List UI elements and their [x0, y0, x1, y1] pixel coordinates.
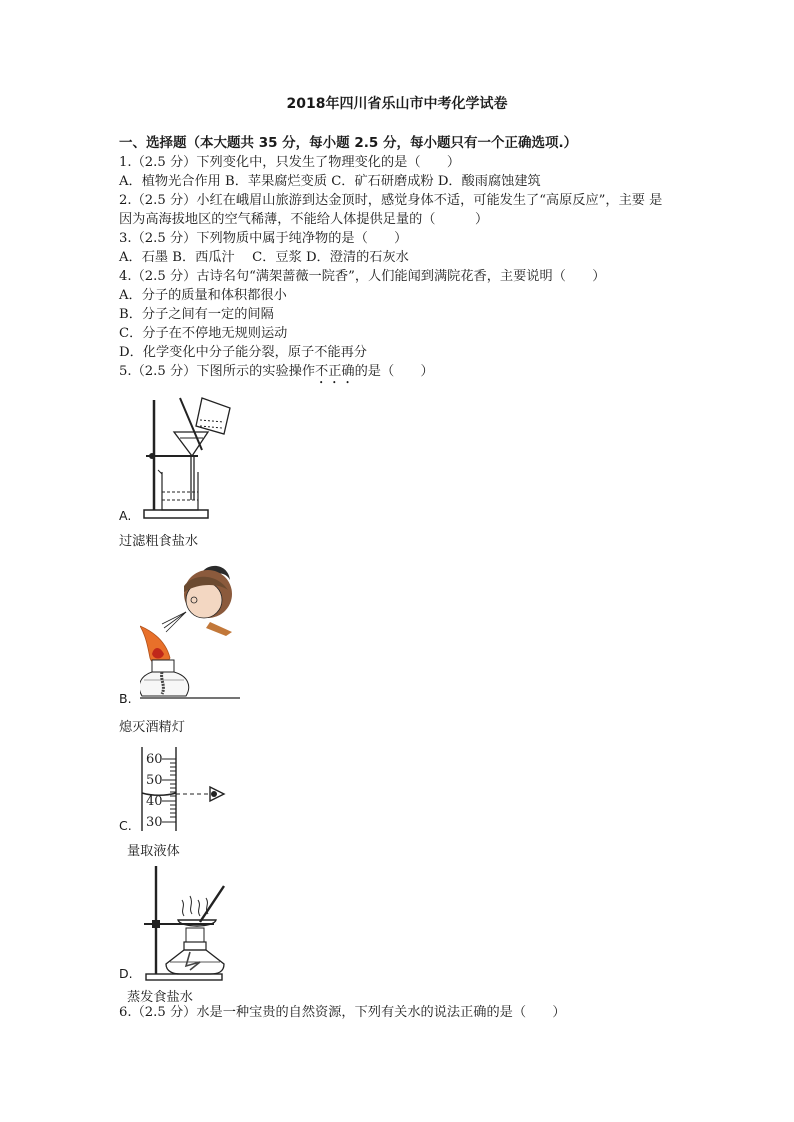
question-stem: （2.5 分）水是一种宝贵的自然资源，下列有关水的说法正确的是（ ）	[131, 1005, 566, 1020]
question-1-options: A．植物光合作用 B．苹果腐烂变质 C．矿石研磨成粉 D．酸雨腐蚀建筑	[119, 174, 541, 189]
filtration-apparatus-icon	[140, 392, 250, 522]
graduated-cylinder-icon	[140, 747, 240, 833]
emphasis-text: 不正确	[315, 364, 355, 379]
page-title: 2018年四川省乐山市中考化学试卷	[286, 96, 508, 112]
question-stem: （2.5 分）古诗名句“满架蔷薇一院香”，人们能闻到满院花香，主要说明（ ）	[131, 269, 606, 284]
question-stem: （2.5 分）下图所示的实验操作	[131, 364, 316, 379]
question-stem: （2.5 分）下列物质中属于纯净物的是（ ）	[131, 231, 408, 246]
figure-d-caption: 蒸发食盐水	[127, 990, 193, 1005]
figure-c-caption: 量取液体	[127, 844, 180, 859]
question-3	[119, 229, 407, 248]
section-heading: 一、选择题（本大题共 35 分，每小题 2.5 分，每小题只有一个正确选项.）	[119, 135, 578, 151]
question-4-option-a: A．分子的质量和体积都很小	[119, 288, 287, 303]
figure-d-label: D.	[119, 966, 133, 981]
question-number: 5.	[119, 364, 132, 379]
svg-text:50: 50	[146, 773, 163, 788]
svg-text:60: 60	[146, 752, 163, 767]
figure-a-label: A.	[119, 508, 132, 523]
question-4-option-d: D．化学变化中分子能分裂，原子不能再分	[119, 345, 367, 360]
question-number: 2.	[119, 193, 132, 208]
svg-text:30: 30	[146, 815, 163, 830]
figure-c-label: C.	[119, 818, 132, 833]
question-3-options: A．石墨 B．西瓜汁 C．豆浆 D．澄清的石灰水	[119, 250, 409, 265]
question-number: 6.	[119, 1005, 132, 1020]
question-2	[119, 191, 662, 210]
question-stem: （2.5 分）小红在峨眉山旅游到达金顶时，感觉身体不适，可能发生了“高原反应”，主要 是	[131, 193, 663, 208]
question-number: 3.	[119, 231, 132, 246]
question-1	[119, 153, 460, 172]
figure-b-label: B.	[119, 691, 132, 706]
evaporation-apparatus-icon	[140, 864, 240, 982]
question-2-stem-continued: 因为高海拔地区的空气稀薄，不能给人体提供足量的（ ）	[119, 212, 489, 227]
question-number: 1.	[119, 155, 132, 170]
question-4	[119, 267, 605, 286]
alcohol-lamp-blowing-icon	[140, 562, 240, 702]
question-number: 4.	[119, 269, 132, 284]
question-4-option-c: C．分子在不停地无规则运动	[119, 326, 288, 341]
question-6	[119, 1003, 566, 1022]
question-stem-end: 的是（ ）	[354, 364, 434, 379]
question-stem: （2.5 分）下列变化中，只发生了物理变化的是（ ）	[131, 155, 461, 170]
question-5	[119, 362, 434, 387]
figure-b-caption: 熄灭酒精灯	[119, 720, 185, 735]
svg-text:40: 40	[146, 794, 163, 809]
figure-a-caption: 过滤粗食盐水	[119, 534, 199, 549]
question-4-option-b: B．分子之间有一定的间隔	[119, 307, 274, 322]
